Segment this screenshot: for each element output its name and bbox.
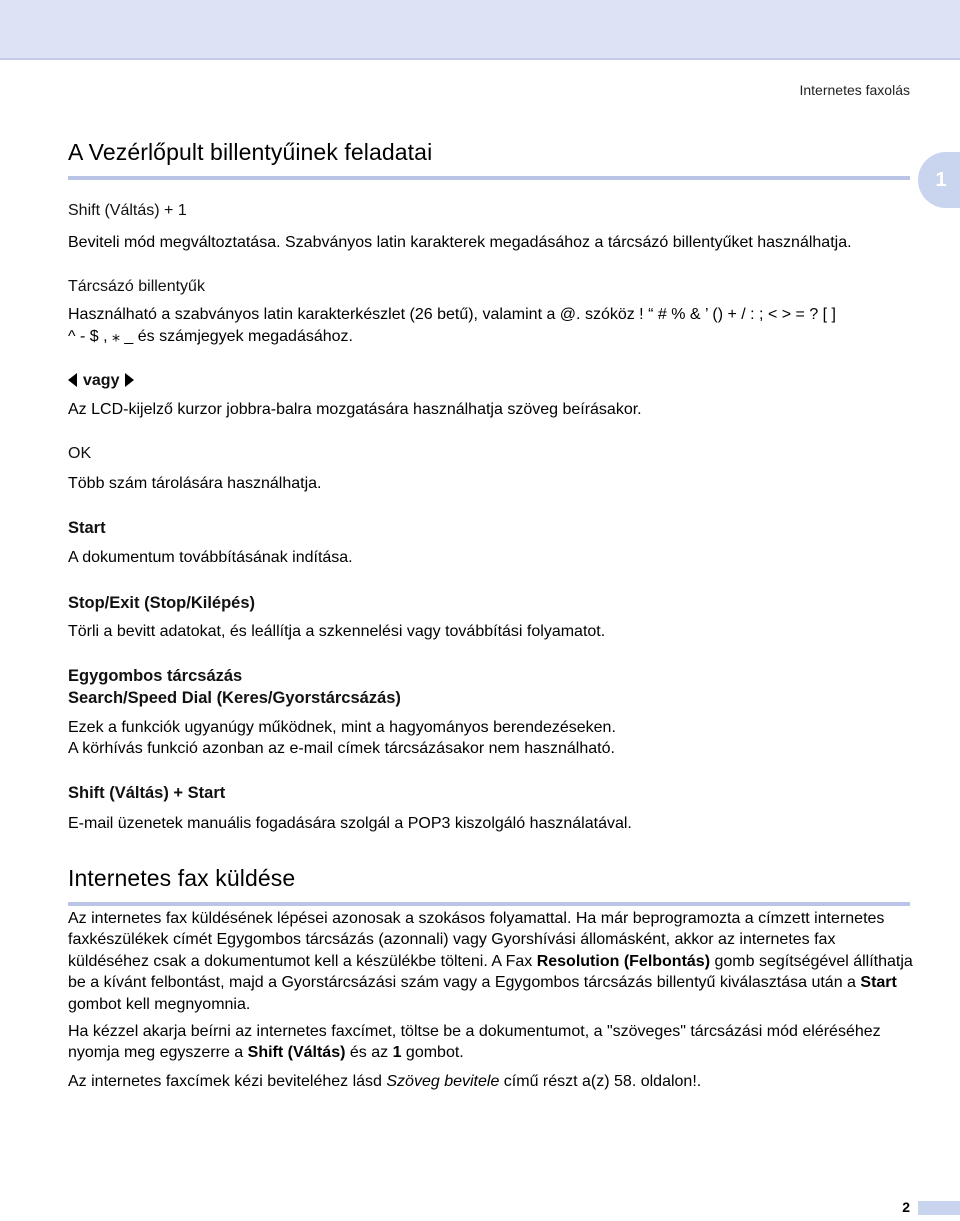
section-title-control-panel: A Vezérlőpult billentyűinek feladatai — [68, 139, 910, 180]
paragraph-text: gombot kell megnyomnia. — [68, 995, 251, 1013]
key-desc-stop-exit: Törli a bevitt adatokat, és leállítja a szkennelési vagy továbbítási folyamatot. — [68, 623, 606, 640]
key-title-stop-exit: Stop/Exit (Stop/Kilépés) — [68, 594, 256, 612]
key-title-start: Start — [68, 519, 106, 537]
right-arrow-icon — [125, 373, 134, 387]
section-title-internet-fax: Internetes fax küldése — [68, 865, 910, 906]
key-title-arrows-text: vagy — [83, 372, 120, 389]
paragraph-text: és az — [345, 1044, 393, 1062]
key-desc-dial-keys-line2: ^ - $ , ⁎ _ és számjegyek megadásához. — [68, 328, 353, 345]
page-number-bar — [918, 1201, 960, 1215]
key-desc-arrows: Az LCD-kijelző kurzor jobbra-balra mozgatására használhatja szöveg beírásakor. — [68, 401, 642, 418]
key-title-shift-start: Shift (Váltás) + Start — [68, 784, 226, 802]
paragraph-reference — [68, 1071, 918, 1092]
key-desc-ok: Több szám tárolására használhatja. — [68, 475, 322, 492]
left-arrow-icon — [68, 373, 77, 387]
key-desc-one-touch-line2: A körhívás funkció azonban az e-mail címek tárcsázásakor nem használható. — [68, 740, 615, 757]
cross-reference-link[interactable]: Szöveg bevitele — [386, 1073, 500, 1090]
key-title-arrows — [68, 370, 918, 392]
header-band — [0, 0, 960, 60]
paragraph-manual-entry — [68, 1021, 918, 1064]
paragraph-text: című részt a(z) 58. oldalon!. — [499, 1073, 702, 1090]
key-title-search-speed-dial: Search/Speed Dial (Keres/Gyorstárcsázás) — [68, 689, 401, 707]
shift-key-label: Shift (Váltás) — [247, 1044, 346, 1062]
one-key-label: 1 — [392, 1044, 402, 1062]
key-title-dial-keys: Tárcsázó billentyűk — [68, 278, 205, 295]
key-title-one-touch: Egygombos tárcsázás — [68, 667, 243, 685]
paragraph-send-steps — [68, 908, 918, 1015]
paragraph-text: Az internetes fax küldésének lépései azonosak a szokásos folyamattal. Ha már beprogramozta a címzett internetes faxkészülékek címét Egygombos tárcsázás (azonnali) vagy Gyorshívási állomásként, akkor az internetes fax küldéséhez csak a dokumentumot kell a készülékbe tölteni. A Fax — [68, 910, 885, 970]
key-desc-one-touch-line1: Ezek a funkciók ugyanúgy működnek, mint a hagyományos berendezéseken. — [68, 719, 616, 736]
paragraph-text: Az internetes faxcímek kézi beviteléhez lásd — [68, 1073, 387, 1090]
running-title: Internetes faxolás — [799, 82, 910, 98]
paragraph-text: Ha kézzel akarja beírni az internetes faxcímet, töltse be a dokumentumot, a "szöveges" tárcsázási mód eléréséhez nyomja meg egyszerre a — [68, 1023, 881, 1062]
chapter-tab — [918, 152, 960, 208]
key-desc-dial-keys-line1: Használható a szabványos latin karakterkészlet (26 betű), valamint a @. szóköz ! “ # % & ’ () + / : ; < > = ? [ ] — [68, 306, 836, 323]
paragraph-text: gomb segítségével állíthatja be a kívánt felbontást, majd a Gyorstárcsázási szám vagy a Egygombos tárcsázás billentyű kiválasztása után a — [68, 952, 913, 992]
page-number: 2 — [902, 1199, 910, 1215]
chapter-number: 1 — [935, 168, 947, 191]
key-title-shift-1: Shift (Váltás) + 1 — [68, 202, 187, 219]
key-desc-start: A dokumentum továbbításának indítása. — [68, 549, 353, 566]
start-key-label: Start — [860, 974, 897, 992]
key-desc-shift-1: Beviteli mód megváltoztatása. Szabványos latin karakterek megadásához a tárcsázó billentyűket használhatja. — [68, 234, 852, 251]
key-title-ok: OK — [68, 445, 92, 462]
key-desc-shift-start: E-mail üzenetek manuális fogadására szolgál a POP3 kiszolgáló használatával. — [68, 815, 632, 832]
resolution-key-label: Resolution (Felbontás) — [536, 952, 711, 970]
paragraph-text: gombot. — [401, 1044, 464, 1062]
